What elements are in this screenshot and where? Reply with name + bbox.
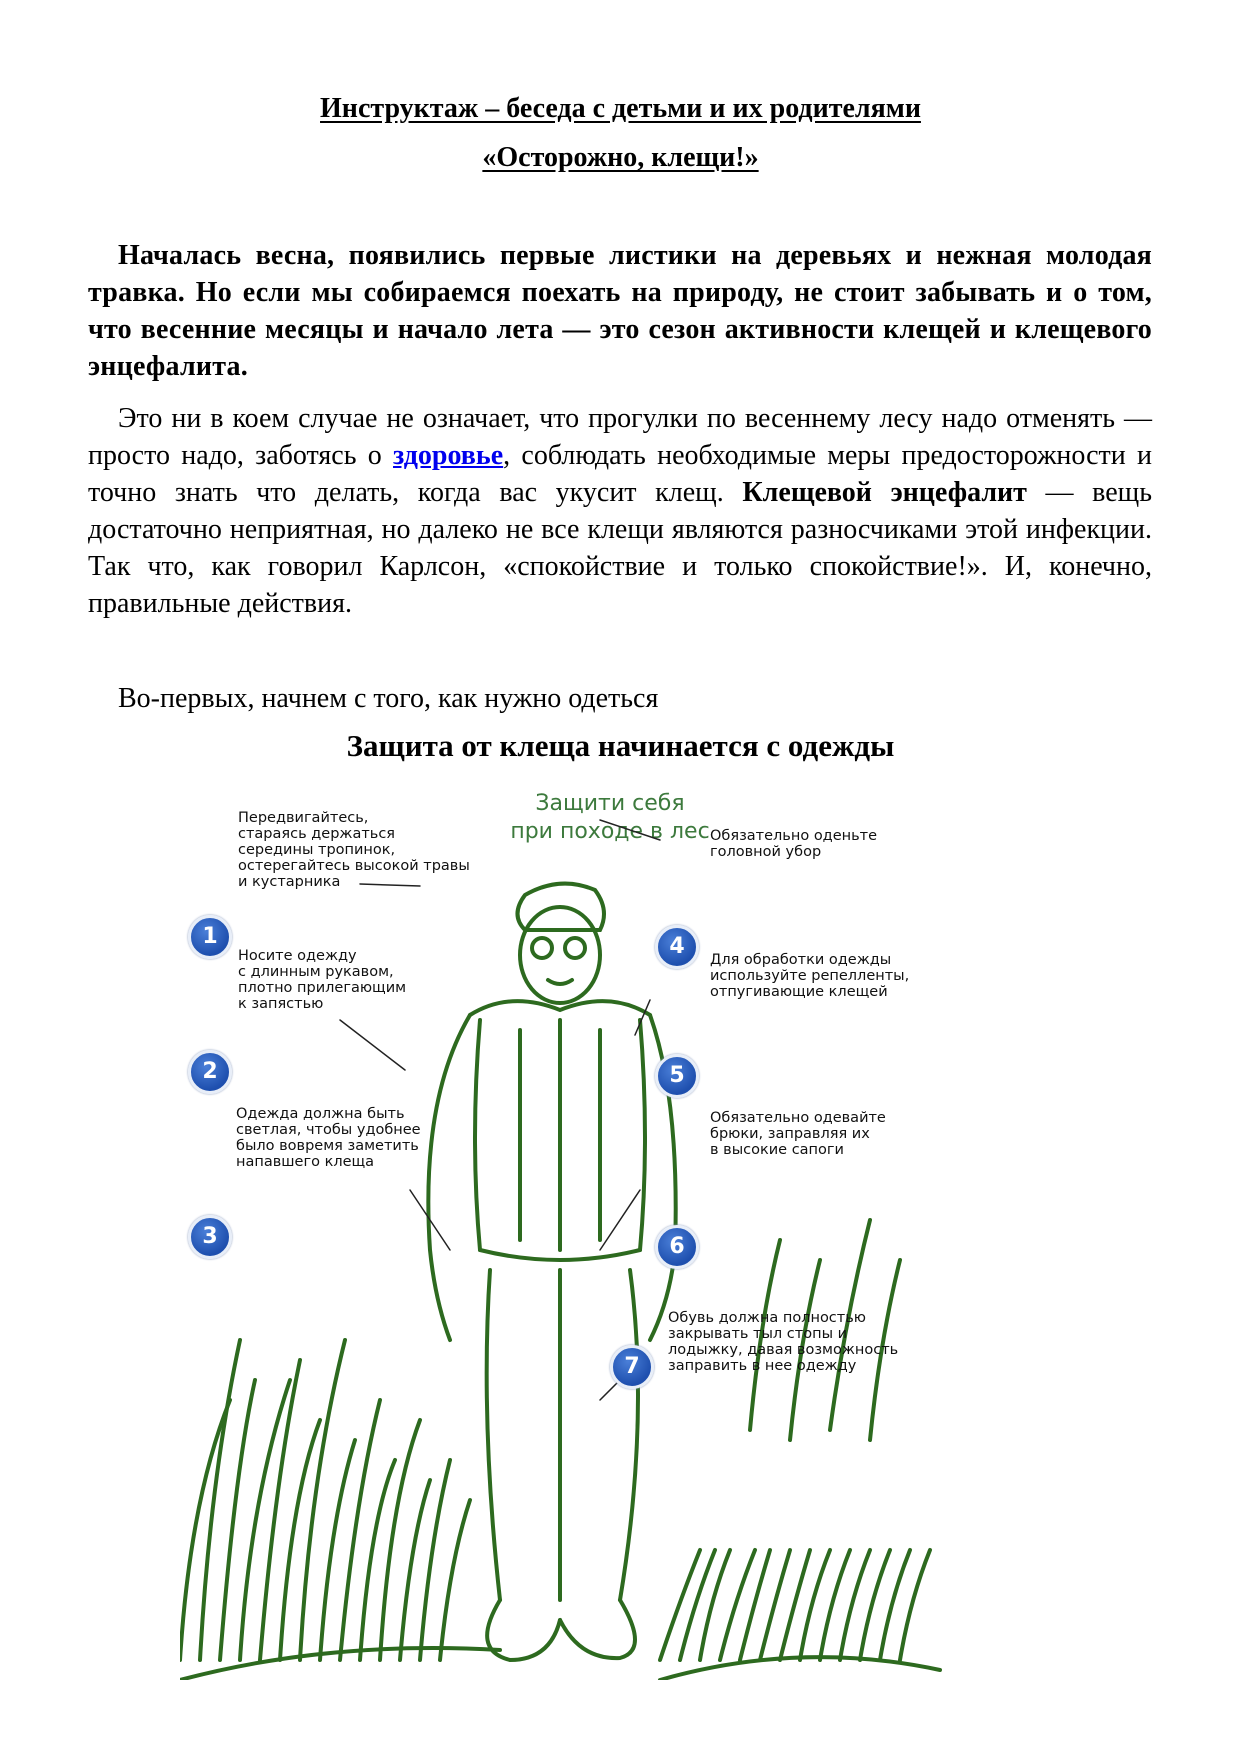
- tip-2-text: Носите одежду с длинным рукавом, плотно прилегающим к запястью: [238, 948, 407, 1012]
- tip-4-badge: 4: [655, 925, 699, 969]
- poster-title-line2: при походе в лес: [510, 819, 710, 844]
- document-subtitle: «Осторожно, клещи!»: [482, 142, 759, 173]
- hiker-figure-icon: [428, 884, 675, 1660]
- grass-left-icon: [180, 1340, 500, 1680]
- tip-3-text: Одежда должна быть светлая, чтобы удобнее было вовремя заметить напавшего клеща: [236, 1106, 421, 1170]
- tip-6-text: Обязательно одевайте брюки, заправляя их в высокие сапоги: [710, 1110, 886, 1158]
- tip-1-text: Передвигайтесь, стараясь держаться середины тропинок, остерегайтесь высокой травы и кустарника: [238, 810, 470, 890]
- intro-paragraph: Началась весна, появились первые листики на деревьях и нежная молодая травка. Но если мы собираемся поехать на природу, не стоит забывать и о том, что весенние месяцы и начало лета — это сезон активности клещей и клещевого энцефалита.: [88, 240, 1152, 382]
- health-link[interactable]: здоровье: [393, 440, 504, 471]
- tip-7-badge: 7: [610, 1345, 654, 1389]
- para-text: , соблюдать необходимые меры предосторожности и точно знать что делать, когда вас укусит клещ.: [88, 440, 1152, 508]
- grass-right-icon: [660, 1220, 940, 1680]
- body-paragraph: [88, 400, 1152, 622]
- tip-5-badge: 5: [655, 1054, 699, 1098]
- section-heading: Защита от клеща начинается с одежды: [346, 728, 895, 763]
- para-bold-term: Клещевой энцефалит: [742, 477, 1027, 508]
- tip-4-text: Обязательно оденьте головной убор: [710, 828, 878, 860]
- tick-protection-poster: [180, 780, 1040, 1680]
- tip-6-badge: 6: [655, 1225, 699, 1269]
- para-text: — вещь достаточно неприятная, но далеко не все клещи являются разносчиками этой инфекции. Так что, как говорил Карлсон, «спокойствие и только спокойствие!». И, конечно, правильные действия.: [88, 477, 1152, 619]
- tip-7-text: Обувь должна полностью закрывать тыл стопы и лодыжку, давая возможность заправить в нее одежду: [668, 1310, 899, 1374]
- hiker-illustration: [180, 780, 1040, 1680]
- document-title: Инструктаж – беседа с детьми и их родителями: [320, 93, 921, 124]
- tip-2-badge: 2: [188, 1050, 232, 1094]
- poster-title-line1: Защити себя: [535, 791, 685, 816]
- tip-5-text: Для обработки одежды используйте репелленты, отпугивающие клещей: [710, 952, 910, 1000]
- dressing-paragraph: Во-первых, начнем с того, как нужно одеться: [118, 683, 659, 714]
- tip-3-badge: 3: [188, 1215, 232, 1259]
- tip-1-badge: 1: [188, 915, 232, 959]
- para-text: Это ни в коем случае не означает, что прогулки по весеннему лесу надо отменять — просто надо, заботясь о: [88, 403, 1152, 471]
